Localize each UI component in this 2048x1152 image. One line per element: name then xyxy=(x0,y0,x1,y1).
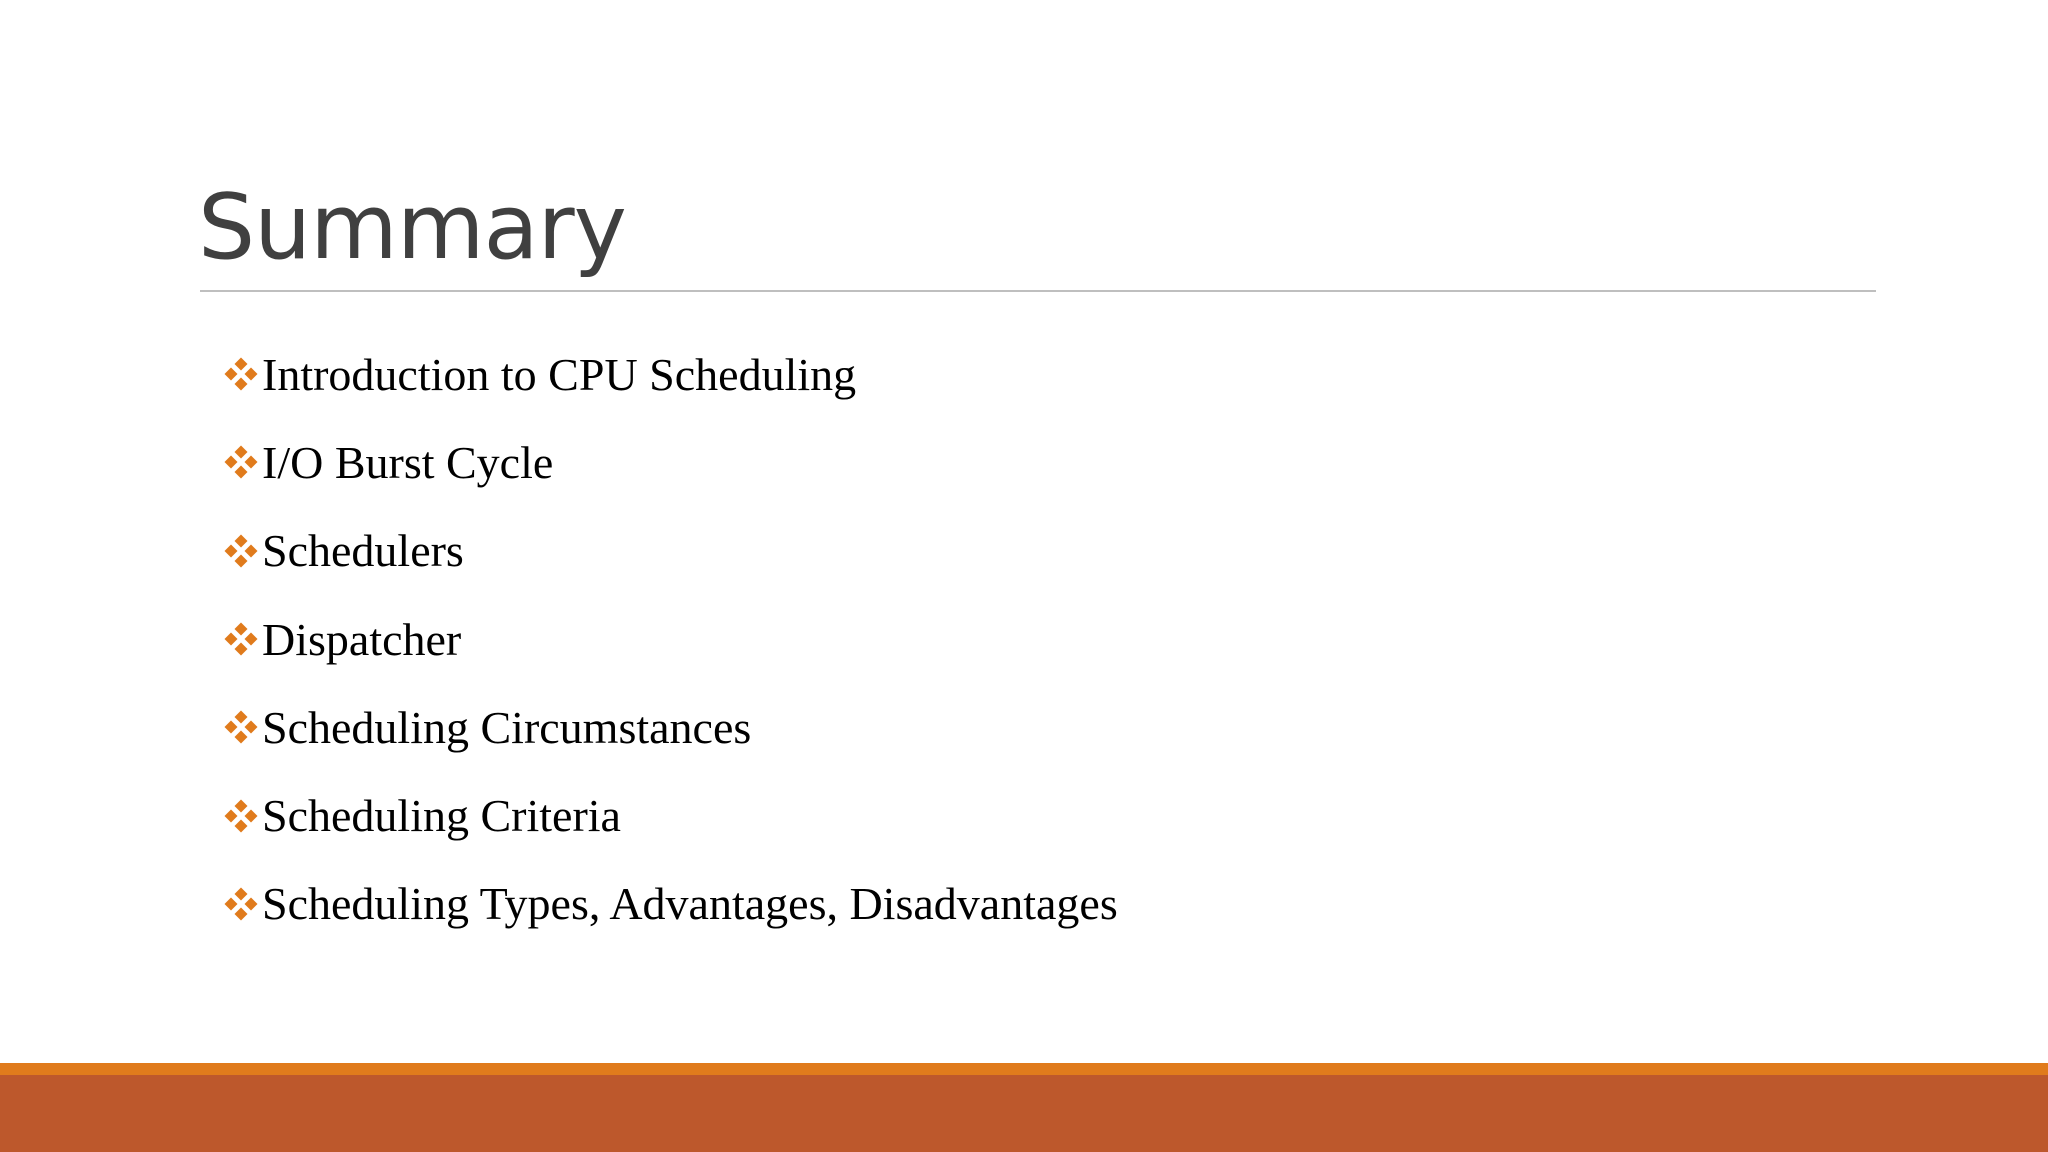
four-diamond-icon xyxy=(222,443,260,481)
four-diamond-icon xyxy=(222,797,260,835)
list-item xyxy=(222,860,1118,948)
bullet-text: Scheduling Criteria xyxy=(262,790,621,842)
slide-title: Summary xyxy=(198,175,626,280)
bullet-text: Introduction to CPU Scheduling xyxy=(262,348,857,400)
list-item xyxy=(222,507,1118,595)
title-divider xyxy=(200,290,1876,292)
four-diamond-icon xyxy=(222,885,260,923)
list-item xyxy=(222,595,1118,683)
bullet-text: Dispatcher xyxy=(262,613,462,665)
list-item xyxy=(222,330,1118,418)
list-item xyxy=(222,771,1118,859)
bullet-text: I/O Burst Cycle xyxy=(262,436,554,488)
list-item xyxy=(222,418,1118,506)
list-item xyxy=(222,683,1118,771)
four-diamond-icon xyxy=(222,355,260,393)
bullet-text: Schedulers xyxy=(262,525,464,577)
four-diamond-icon xyxy=(222,620,260,658)
four-diamond-icon xyxy=(222,708,260,746)
bullet-list xyxy=(222,330,1118,948)
bullet-text: Scheduling Types, Advantages, Disadvantages xyxy=(262,878,1118,930)
four-diamond-icon xyxy=(222,532,260,570)
footer-accent-bar xyxy=(0,1063,2048,1075)
bullet-text: Scheduling Circumstances xyxy=(262,701,752,753)
footer-bar xyxy=(0,1075,2048,1152)
